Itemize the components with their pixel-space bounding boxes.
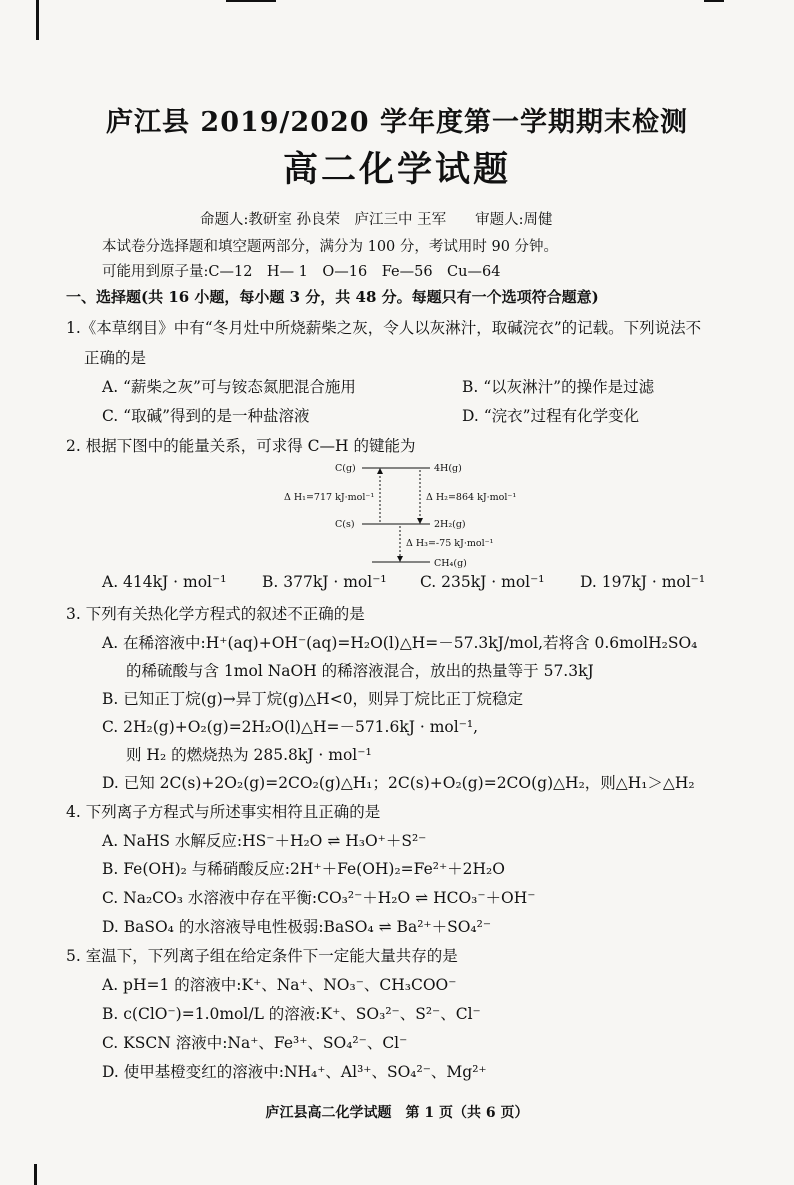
q1-option-d: D. “浣衣”过程有化学变化: [462, 407, 640, 425]
authors-line: 命题人:教研室 孙良荣 庐江三中 王军 审题人:周健: [200, 212, 553, 228]
q4-option-d: D. BaSO₄ 的水溶液导电性极弱:BaSO₄ ⇌ Ba²⁺＋SO₄²⁻: [102, 918, 492, 936]
label-h2-gas: 2H₂(g): [434, 519, 466, 530]
q1-stem-line1: 1.《本草纲目》中有“冬月灶中所烧薪柴之灰，令人以灰淋汁，取碱浣衣”的记载。下列说法不: [66, 319, 702, 337]
q1-option-a: A. “薪柴之灰”可与铵态氮肥混合施用: [102, 378, 356, 396]
q3-option-a-line1: A. 在稀溶液中:H⁺(aq)+OH⁻(aq)=H₂O(l)△H=－57.3kJ/mol,若将含 0.6molH₂SO₄: [102, 634, 698, 652]
arrow-dh2-head: [417, 518, 423, 524]
arrow-dh1-head: [377, 468, 383, 474]
q2-option-b: B. 377kJ · mol⁻¹: [262, 573, 387, 591]
label-dh2: Δ H₂=864 kJ·mol⁻¹: [426, 492, 517, 503]
q2-stem: 2. 根据下图中的能量关系，可求得 C—H 的键能为: [66, 437, 416, 455]
q2-option-a: A. 414kJ · mol⁻¹: [102, 573, 227, 591]
page-footer: 庐江县高二化学试题 第 1 页（共 6 页）: [265, 1105, 529, 1121]
atomic-masses: 可能用到原子量:C—12 H— 1 O—16 Fe—56 Cu—64: [102, 264, 501, 280]
q2-option-c: C. 235kJ · mol⁻¹: [420, 573, 545, 591]
q1-option-b: B. “以灰淋汁”的操作是过滤: [462, 378, 655, 396]
scan-mark-top-center: [226, 0, 276, 2]
exam-subject-title: 高二化学试题: [282, 149, 511, 190]
q3-option-c-line2: 则 H₂ 的燃烧热为 285.8kJ · mol⁻¹: [126, 746, 372, 764]
q5-option-d: D. 使甲基橙变红的溶液中:NH₄⁺、Al³⁺、SO₄²⁻、Mg²⁺: [102, 1063, 487, 1081]
q4-option-c: C. Na₂CO₃ 水溶液中存在平衡:CO₃²⁻＋H₂O ⇌ HCO₃⁻＋OH⁻: [102, 889, 536, 907]
scan-mark-top-left: [36, 0, 39, 40]
label-c-solid: C(s): [335, 519, 355, 530]
scan-mark-bottom-left: [34, 1164, 37, 1185]
q1-stem-line2: 正确的是: [84, 349, 147, 367]
arrow-dh3-head: [397, 556, 403, 562]
q3-option-d: D. 已知 2C(s)+2O₂(g)=2CO₂(g)△H₁；2C(s)+O₂(g)=2CO(g)△H₂，则△H₁＞△H₂: [102, 774, 695, 792]
exam-note: 本试卷分选择题和填空题两部分，满分为 100 分，考试用时 90 分钟。: [102, 239, 559, 255]
q3-option-c-line1: C. 2H₂(g)+O₂(g)=2H₂O(l)△H=－571.6kJ · mol⁻¹,: [102, 718, 479, 736]
q2-option-d: D. 197kJ · mol⁻¹: [580, 573, 706, 591]
exam-title: 庐江县 2019/2020 学年度第一学期期末检测: [106, 107, 688, 138]
scan-mark-top-right: [704, 0, 724, 2]
q1-option-c: C. “取碱”得到的是一种盐溶液: [102, 407, 310, 425]
q4-option-a: A. NaHS 水解反应:HS⁻＋H₂O ⇌ H₃O⁺＋S²⁻: [102, 832, 427, 850]
q3-option-a-line2: 的稀硫酸与含 1mol NaOH 的稀溶液混合，放出的热量等于 57.3kJ: [126, 662, 594, 680]
label-dh3: Δ H₃=-75 kJ·mol⁻¹: [406, 538, 494, 549]
q5-option-c: C. KSCN 溶液中:Na⁺、Fe³⁺、SO₄²⁻、Cl⁻: [102, 1034, 408, 1052]
label-c-gas: C(g): [335, 463, 356, 474]
q5-stem: 5. 室温下，下列离子组在给定条件下一定能大量共存的是: [66, 947, 458, 965]
label-h-gas: 4H(g): [434, 463, 462, 474]
q3-option-b: B. 已知正丁烷(g)→异丁烷(g)△H<0，则异丁烷比正丁烷稳定: [102, 690, 524, 708]
label-ch4: CH₄(g): [434, 558, 467, 569]
q4-stem: 4. 下列离子方程式与所述事实相符且正确的是: [66, 803, 381, 821]
section-heading: 一、选择题(共 16 小题，每小题 3 分，共 48 分。每题只有一个选项符合题意): [66, 288, 599, 306]
q5-option-b: B. c(ClO⁻)=1.0mol/L 的溶液:K⁺、SO₃²⁻、S²⁻、Cl⁻: [102, 1005, 481, 1023]
q5-option-a: A. pH=1 的溶液中:K⁺、Na⁺、NO₃⁻、CH₃COO⁻: [102, 976, 457, 994]
q3-stem: 3. 下列有关热化学方程式的叙述不正确的是: [66, 605, 365, 623]
label-dh1: Δ H₁=717 kJ·mol⁻¹: [284, 492, 375, 503]
q4-option-b: B. Fe(OH)₂ 与稀硝酸反应:2H⁺＋Fe(OH)₂=Fe²⁺＋2H₂O: [102, 860, 505, 878]
energy-diagram: [280, 458, 530, 572]
